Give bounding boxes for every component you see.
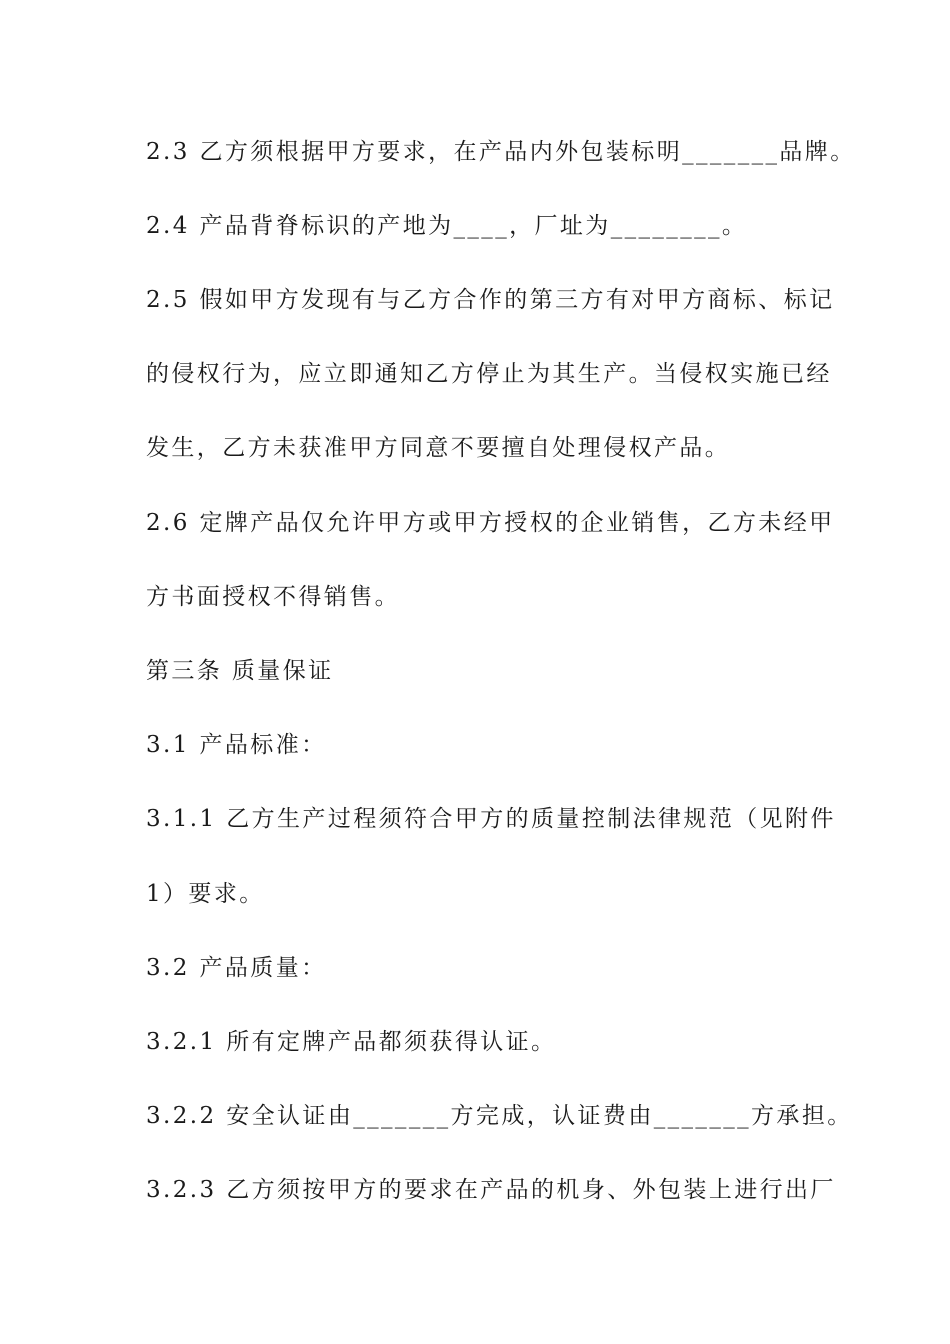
clause-3-2-1-line-1: 3.2.1 所有定牌产品都须获得认证。 <box>146 1029 557 1055</box>
clause-2-4-line-1: 2.4 产品背脊标识的产地为____，厂址为________。 <box>146 213 748 239</box>
clause-3-2-3-line-1: 3.2.3 乙方须按甲方的要求在产品的机身、外包装上进行出厂 <box>146 1177 836 1203</box>
article-3-heading: 第三条 质量保证 <box>146 658 334 684</box>
clause-2-5-line-3: 发生，乙方未获准甲方同意不要擅自处理侵权产品。 <box>146 435 731 461</box>
clause-2-3-line-1: 2.3 乙方须根据甲方要求，在产品内外包装标明_______品牌。 <box>146 139 856 165</box>
clause-2-6-line-2: 方书面授权不得销售。 <box>146 584 400 610</box>
clause-3-1-1-line-1: 3.1.1 乙方生产过程须符合甲方的质量控制法律规范（见附件 <box>146 806 836 832</box>
clause-3-1-1-line-2: 1）要求。 <box>146 881 265 907</box>
clause-3-2-line-1: 3.2 产品质量： <box>146 955 327 981</box>
clause-3-2-2-line-1: 3.2.2 安全认证由_______方完成，认证费由_______方承担。 <box>146 1103 853 1129</box>
clause-3-1-line-1: 3.1 产品标准： <box>146 732 327 758</box>
clause-2-5-line-2: 的侵权行为，应立即通知乙方停止为其生产。当侵权实施已经 <box>146 361 832 387</box>
clause-2-5-line-1: 2.5 假如甲方发现有与乙方合作的第三方有对甲方商标、标记 <box>146 287 835 313</box>
clause-2-6-line-1: 2.6 定牌产品仅允许甲方或甲方授权的企业销售，乙方未经甲 <box>146 510 835 536</box>
